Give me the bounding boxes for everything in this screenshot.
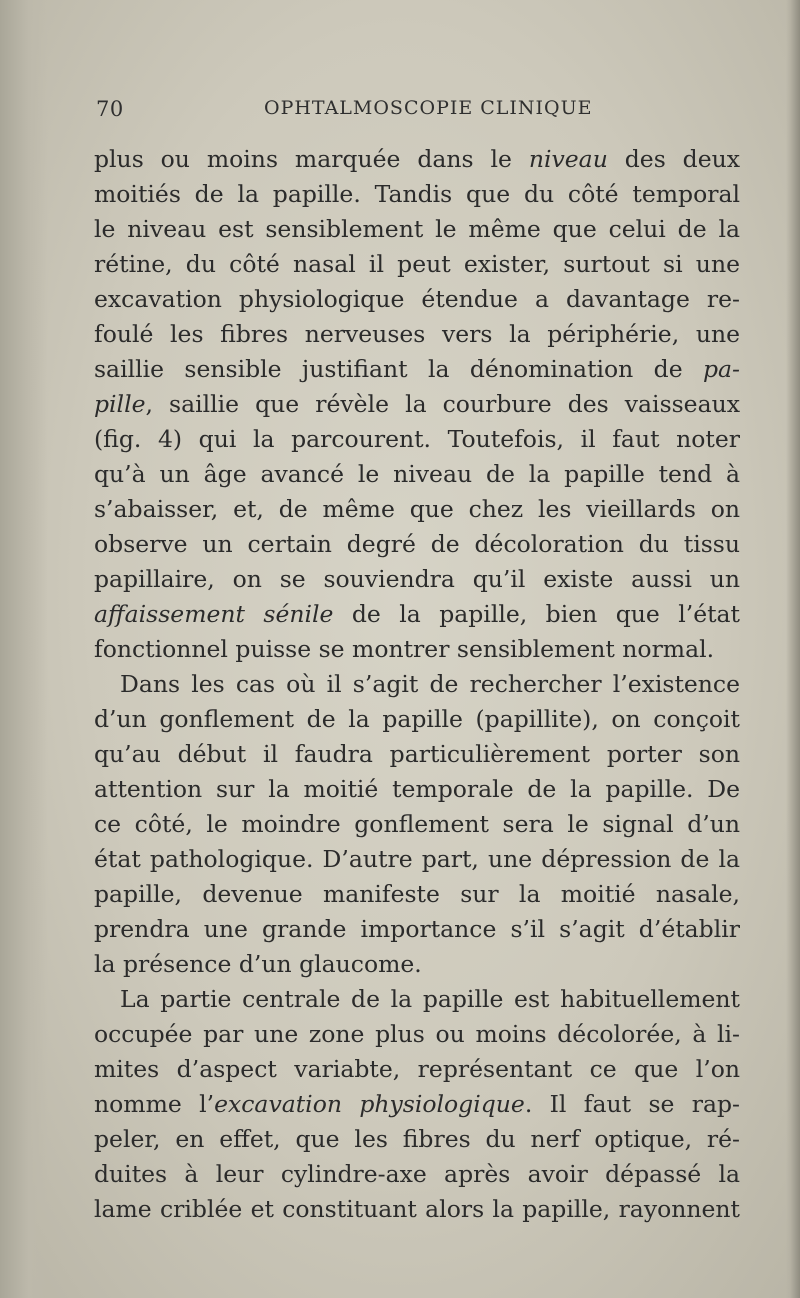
text-run: fonctionnel puisse se montrer sensiblement normal. xyxy=(94,635,715,663)
text-run: lame criblée et constituant alors la papille, rayonnent xyxy=(94,1195,740,1223)
text-run: qu’à un âge avancé le niveau de la papille tend à xyxy=(94,460,740,488)
italic-term: pa- xyxy=(703,355,740,383)
text-run: papille, devenue manifeste sur la moitié nasale, xyxy=(94,880,740,908)
text-run: . Il faut se rap- xyxy=(524,1090,741,1118)
text-run: duites à leur cylindre-axe après avoir dépassé la xyxy=(94,1160,740,1188)
text-line xyxy=(94,842,740,877)
text-run: moitiés de la papille. Tandis que du côté temporal xyxy=(94,180,740,208)
italic-term: excavation physiologique xyxy=(214,1090,525,1118)
text-line xyxy=(94,422,740,457)
text-run: prendra une grande importance s’il s’agit d’établir xyxy=(94,915,740,943)
text-run: ce côté, le moindre gonflement sera le signal d’un xyxy=(94,810,740,838)
text-run: (fig. 4) qui la parcourent. Toutefois, il faut noter xyxy=(94,425,740,453)
text-line xyxy=(94,772,740,807)
body-text xyxy=(94,142,740,1227)
text-line xyxy=(94,1052,740,1087)
page-header xyxy=(96,97,736,127)
text-run: de la papille, bien que l’état xyxy=(333,600,740,628)
text-run: observe un certain degré de décoloration du tissu xyxy=(94,530,740,558)
text-run: qu’au début il faudra particulièrement porter son xyxy=(94,740,740,768)
text-line xyxy=(94,1122,740,1157)
italic-term: affaissement sénile xyxy=(94,600,334,628)
text-line xyxy=(94,387,740,422)
text-run: des deux xyxy=(607,145,740,173)
text-line xyxy=(94,562,740,597)
text-run: nomme l’ xyxy=(94,1090,215,1118)
text-line xyxy=(94,597,740,632)
text-run: le niveau est sensiblement le même que celui de la xyxy=(94,215,740,243)
text-run: peler, en effet, que les fibres du nerf optique, ré- xyxy=(94,1125,740,1153)
text-run: s’abaisser, et, de même que chez les vieillards on xyxy=(94,495,740,523)
text-line xyxy=(94,492,740,527)
text-run: excavation physiologique étendue a davantage re- xyxy=(94,285,740,313)
text-run: attention sur la moitié temporale de la papille. De xyxy=(94,775,740,803)
text-line xyxy=(94,702,740,737)
text-line xyxy=(94,212,740,247)
page-edge-right xyxy=(786,0,800,1298)
text-line xyxy=(94,737,740,772)
text-line xyxy=(94,352,740,387)
text-line xyxy=(94,177,740,212)
page-shadow-left xyxy=(0,0,48,1298)
page-number: 70 xyxy=(96,97,124,121)
text-run: mites d’aspect variabte, représentant ce que l’on xyxy=(94,1055,740,1083)
text-run: , saillie que révèle la courbure des vaisseaux xyxy=(145,390,740,418)
running-title: OPHTALMOSCOPIE CLINIQUE xyxy=(264,97,593,119)
text-run: occupée par une zone plus ou moins décolorée, à li- xyxy=(94,1020,740,1048)
italic-term: pille xyxy=(94,390,146,418)
text-line xyxy=(94,1087,740,1122)
text-run: Dans les cas où il s’agit de rechercher l’existence xyxy=(120,670,740,698)
text-run: la présence d’un glaucome. xyxy=(94,950,422,978)
text-line xyxy=(94,807,740,842)
text-line xyxy=(94,142,740,177)
text-line xyxy=(94,632,740,667)
text-line xyxy=(94,947,740,982)
text-run: rétine, du côté nasal il peut exister, surtout si une xyxy=(94,250,740,278)
text-line xyxy=(94,317,740,352)
text-run: papillaire, on se souviendra qu’il existe aussi un xyxy=(94,565,740,593)
text-line xyxy=(94,282,740,317)
text-line xyxy=(94,1017,740,1052)
text-line xyxy=(94,1192,740,1227)
text-line xyxy=(94,877,740,912)
text-line xyxy=(94,247,740,282)
text-run: foulé les fibres nerveuses vers la périphérie, une xyxy=(94,320,740,348)
italic-term: niveau xyxy=(528,145,608,173)
text-run: d’un gonflement de la papille (papillite), on conçoit xyxy=(94,705,740,733)
text-line xyxy=(94,982,740,1017)
text-line xyxy=(94,1157,740,1192)
text-run: saillie sensible justifiant la dénomination de xyxy=(94,355,703,383)
text-line xyxy=(94,457,740,492)
text-line xyxy=(94,527,740,562)
text-line xyxy=(94,912,740,947)
text-run: La partie centrale de la papille est habituellement xyxy=(120,985,740,1013)
text-line xyxy=(94,667,740,702)
text-run: état pathologique. D’autre part, une dépression de la xyxy=(94,845,740,873)
text-run: plus ou moins marquée dans le xyxy=(94,145,529,173)
